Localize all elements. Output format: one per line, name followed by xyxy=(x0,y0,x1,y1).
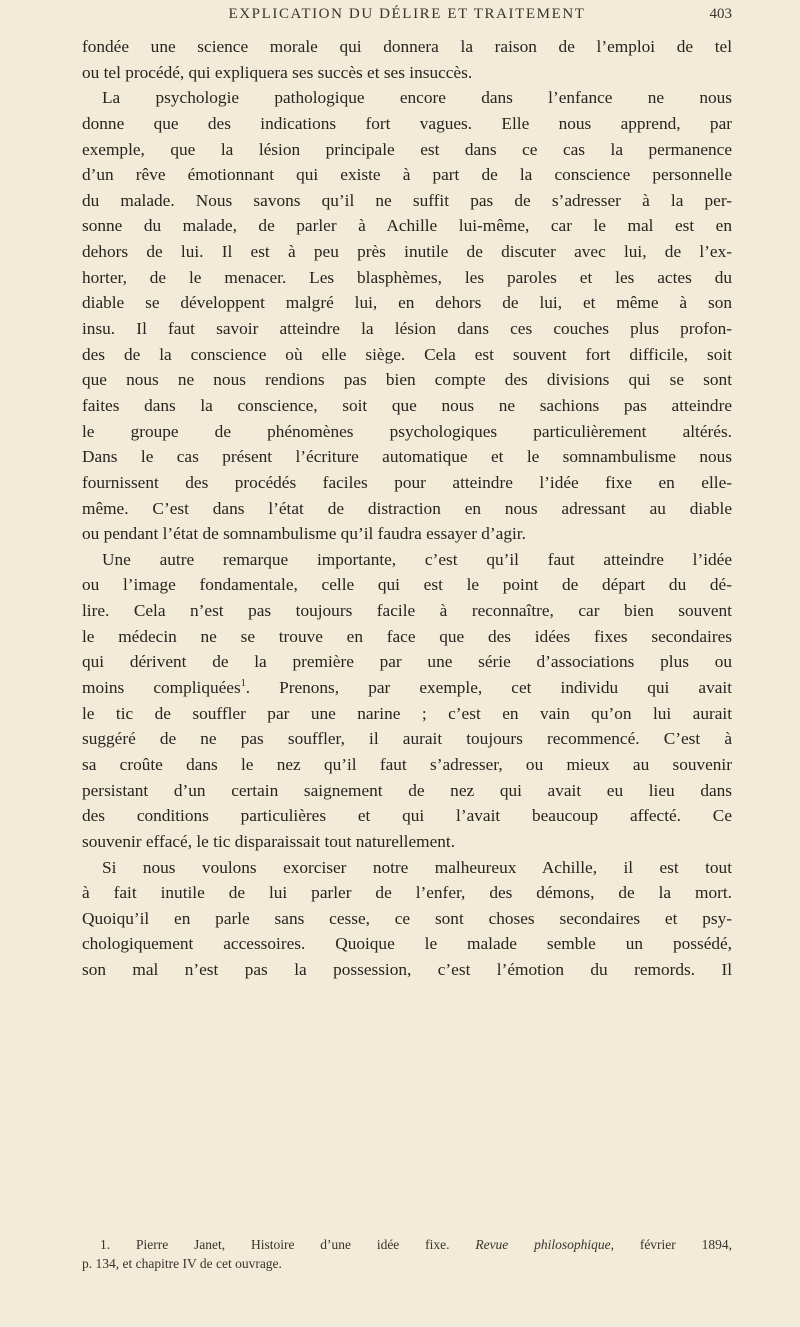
text-line: même. C’est dans l’état de distraction en nous adressant au diable xyxy=(82,498,732,518)
text-line: persistant d’un certain saignement de nez qui avait eu lieu dans xyxy=(82,780,732,800)
text-line: Si nous voulons exorciser notre malheureux Achille, il est tout xyxy=(102,857,732,877)
text-line: donne que des indications fort vagues. Elle nous apprend, par xyxy=(82,113,732,133)
text-fragment: . Prenons, par exemple, cet individu qui avait xyxy=(245,678,732,698)
footnote-line: p. 134, et chapitre IV de cet ouvrage. xyxy=(82,1256,282,1271)
text-line: souvenir effacé, le tic disparaissait tout naturellement. xyxy=(82,831,456,851)
footnote-journal-title: Revue philosophique xyxy=(475,1237,611,1252)
text-line: qui dérivent de la première par une série d’associations plus ou xyxy=(82,652,732,672)
page-number: 403 xyxy=(709,6,732,22)
text-line: La psychologie pathologique encore dans l’enfance ne nous xyxy=(102,88,732,108)
text-line: le médecin ne se trouve en face que des idées fixes secondaires xyxy=(82,626,732,646)
text-line: faites dans la conscience, soit que nous ne sachions pas atteindre xyxy=(82,395,732,415)
text-line: ou l’image fondamentale, celle qui est le point de départ du dé- xyxy=(82,575,732,595)
text-line: ou tel procédé, qui expliquera ses succès et ses insuccès. xyxy=(82,62,473,82)
text-line: sa croûte dans le nez qu’il faut s’adresser, ou mieux au souvenir xyxy=(82,754,732,774)
text-line: suggéré de ne pas souffler, il aurait toujours recommencé. C’est à xyxy=(82,729,732,749)
text-fragment: moins compliquées xyxy=(82,678,241,698)
text-line: du malade. Nous savons qu’il ne suffit pas de s’adresser à la per- xyxy=(82,190,732,210)
footnote-line xyxy=(82,1235,732,1254)
text-line: exemple, que la lésion principale est dans ce cas la permanence xyxy=(82,139,732,159)
text-line-with-note xyxy=(82,675,732,701)
text-line: d’un rêve émotionnant qui existe à part de la conscience personnelle xyxy=(82,165,732,185)
footnote-marker: 1 xyxy=(240,678,246,690)
footnote xyxy=(82,1235,732,1273)
footnote-text: , février 1894, xyxy=(610,1237,732,1252)
body-text xyxy=(82,34,732,983)
text-line: fournissent des procédés faciles pour atteindre l’idée fixe en elle- xyxy=(82,472,732,492)
text-line: le tic de souffler par une narine ; c’est en vain qu’on lui aurait xyxy=(82,703,732,723)
text-line: Une autre remarque importante, c’est qu’il faut atteindre l’idée xyxy=(102,549,732,569)
text-line: horter, de le menacer. Les blasphèmes, les paroles et les actes du xyxy=(82,267,732,287)
text-line: Dans le cas présent l’écriture automatique et le somnambulisme nous xyxy=(82,447,732,467)
footnote-text: Pierre Janet, Histoire d’une idée fixe. xyxy=(135,1237,450,1252)
text-line: Quoiqu’il en parle sans cesse, ce sont choses secondaires et psy- xyxy=(82,908,732,928)
text-line: insu. Il faut savoir atteindre la lésion dans ces couches plus profon- xyxy=(82,319,732,339)
text-line: sonne du malade, de parler à Achille lui-même, car le mal est en xyxy=(82,216,732,236)
running-title: EXPLICATION DU DÉLIRE ET TRAITEMENT xyxy=(228,6,586,22)
text-line: chologiquement accessoires. Quoique le malade semble un possédé, xyxy=(82,934,732,954)
text-line: dehors de lui. Il est à peu près inutile de discuter avec lui, de l’ex- xyxy=(82,242,732,262)
text-line: lire. Cela n’est pas toujours facile à reconnaître, car bien souvent xyxy=(82,601,732,621)
text-line: à fait inutile de lui parler de l’enfer, des démons, de la mort. xyxy=(82,883,732,903)
footnote-number: 1. xyxy=(100,1237,111,1252)
text-line: fondée une science morale qui donnera la raison de l’emploi de tel xyxy=(82,37,732,56)
text-line: le groupe de phénomènes psychologiques particulièrement altérés. xyxy=(82,421,732,441)
text-line: des de la conscience où elle siège. Cela est souvent fort difficile, soit xyxy=(82,344,732,364)
text-line: que nous ne nous rendions pas bien compte des divisions qui se sont xyxy=(82,370,732,390)
text-line: diable se développent malgré lui, en dehors de lui, et même à son xyxy=(82,293,732,313)
text-line: des conditions particulières et qui l’avait beaucoup affecté. Ce xyxy=(82,806,732,826)
text-line: son mal n’est pas la possession, c’est l’émotion du remords. Il xyxy=(82,960,732,980)
running-head xyxy=(82,6,732,30)
text-line: ou pendant l’état de somnambulisme qu’il faudra essayer d’agir. xyxy=(82,524,526,544)
